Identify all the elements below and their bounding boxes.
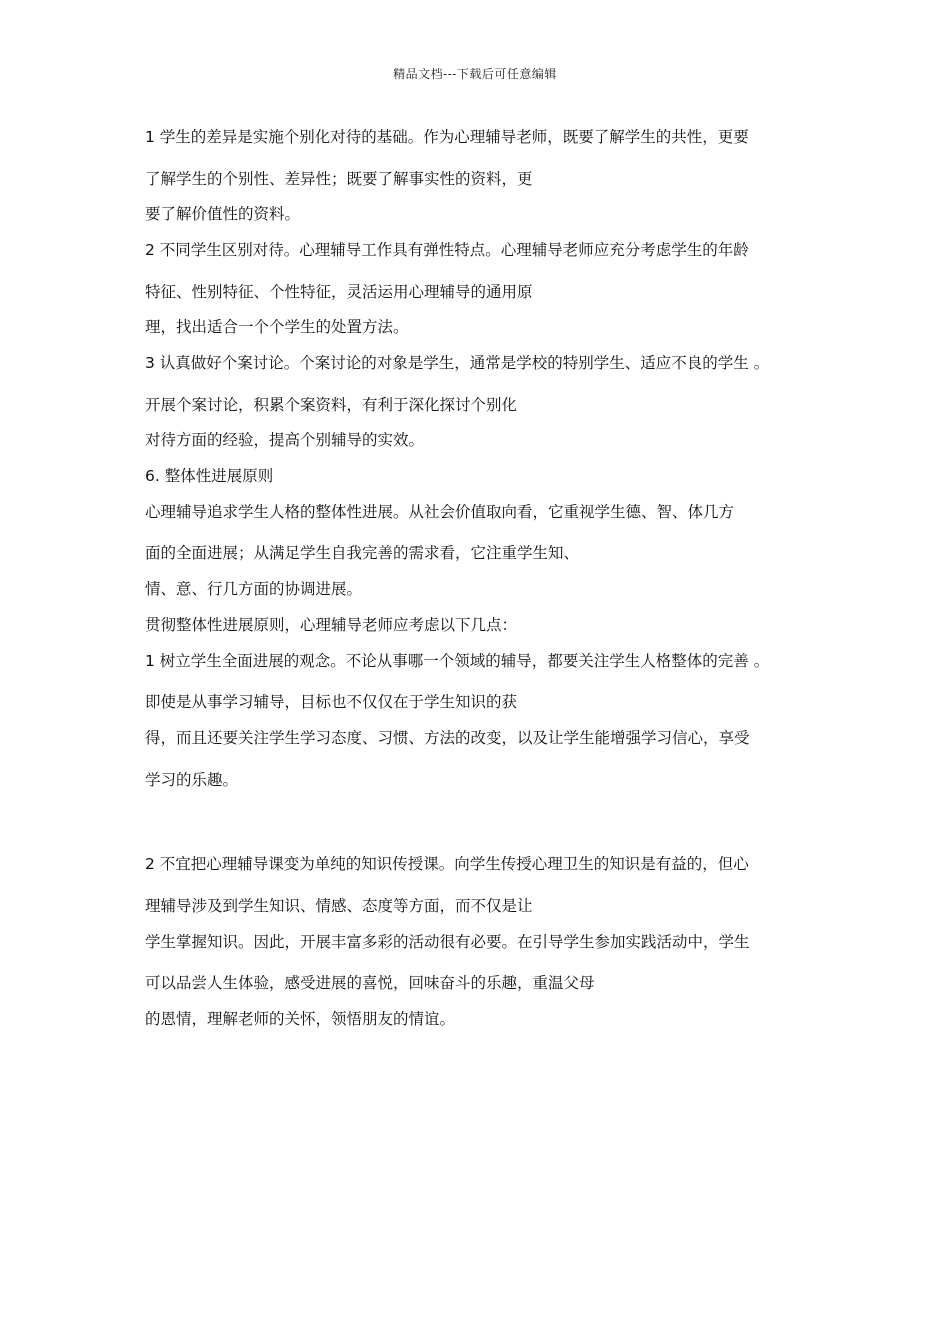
text-line: 2 不宜把心理辅导课变为单纯的知识传授课。向学生传授心理卫生的知识是有益的，但心: [145, 855, 749, 873]
text-line: 即使是从事学习辅导，目标也不仅仅在于学生知识的获: [145, 693, 518, 711]
text-line: 2 不同学生区别对待。心理辅导工作具有弹性特点。心理辅导老师应充分考虑学生的年龄: [145, 241, 749, 259]
text-line: 1 学生的差异是实施个别化对待的基础。作为心理辅导老师，既要了解学生的共性，更要: [145, 128, 749, 146]
text-line: 的恩情，理解老师的关怀，领悟朋友的情谊。: [145, 1010, 456, 1028]
text-line: 3 认真做好个案讨论。个案讨论的对象是学生，通常是学校的特别学生、适应不良的学生 。: [145, 354, 770, 372]
text-line: 贯彻整体性进展原则，心理辅导老师应考虑以下几点：: [145, 616, 518, 634]
text-line: 要了解价值性的资料。: [145, 205, 301, 223]
section-heading: 6. 整体性进展原则: [145, 467, 274, 485]
text-line: 学生掌握知识。因此，开展丰富多彩的活动很有必要。在引导学生参加实践活动中，学生: [145, 933, 750, 951]
text-line: 1 树立学生全面进展的观念。不论从事哪一个领域的辅导，都要关注学生人格整体的完善 。: [145, 652, 770, 670]
text-line: 可以品尝人生体验，感受进展的喜悦，回味奋斗的乐趣，重温父母: [145, 974, 595, 992]
text-line: 理辅导涉及到学生知识、情感、态度等方面，而不仅是让: [145, 897, 533, 915]
text-line: 理，找出适合一个个学生的处置方法。: [145, 318, 409, 336]
text-line: 面的全面进展；从满足学生自我完善的需求看，它注重学生知、: [145, 544, 580, 562]
text-line: 了解学生的个别性、差异性；既要了解事实性的资料，更: [145, 170, 533, 188]
text-line: 开展个案讨论，积累个案资料，有利于深化探讨个别化: [145, 396, 518, 414]
text-line: 对待方面的经验，提高个别辅导的实效。: [145, 431, 425, 449]
page-header: 精品文档---下载后可任意编辑: [393, 67, 557, 81]
text-line: 学习的乐趣。: [145, 771, 239, 789]
text-line: 心理辅导追求学生人格的整体性进展。从社会价值取向看，它重视学生德、智、体几方: [145, 503, 735, 521]
text-line: 特征、性别特征、个性特征，灵活运用心理辅导的通用原: [145, 283, 533, 301]
text-line: 情、意、行几方面的协调进展。: [145, 580, 363, 598]
text-line: 得，而且还要关注学生学习态度、习惯、方法的改变，以及让学生能增强学习信心，享受: [145, 729, 750, 747]
